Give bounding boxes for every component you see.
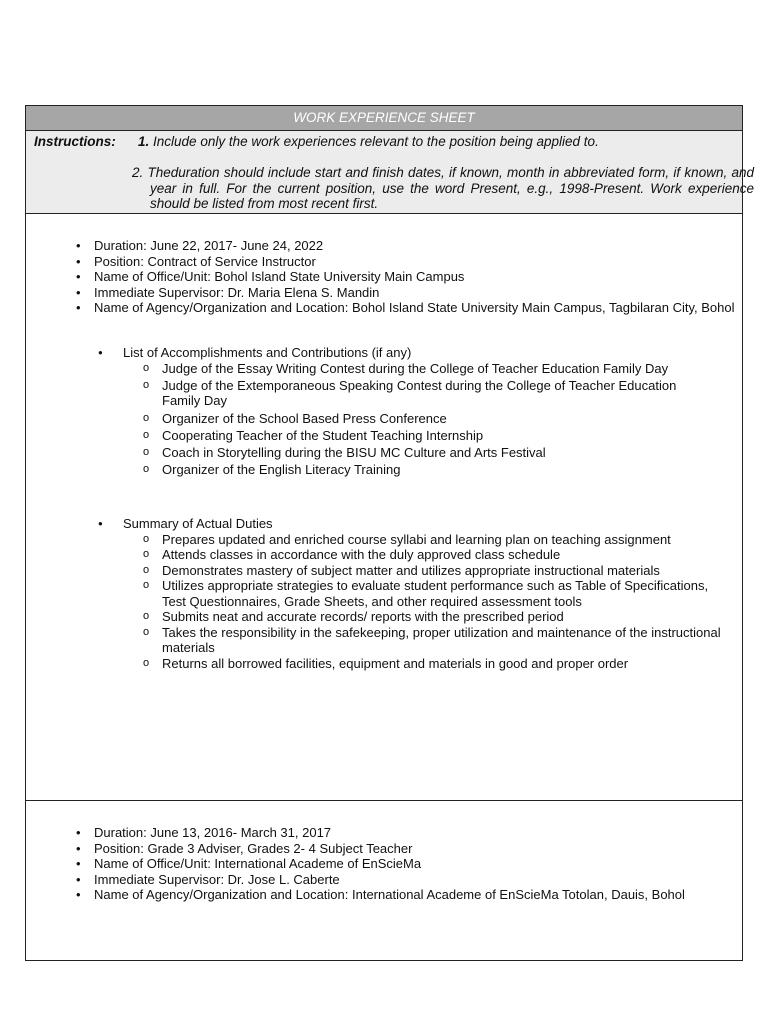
accomplishments-heading bbox=[97, 345, 737, 478]
list-item: o Utilizes appropriate strategies to evaluate student performance such as Table of Specifications, Test Questionnaires, Grade Sheets, and other required assessment tools bbox=[143, 578, 733, 609]
instructions-section bbox=[26, 131, 754, 214]
entry-2-details bbox=[76, 825, 735, 903]
list-item: o Judge of the Extemporaneous Speaking Contest during the College of Teacher Education Family Day bbox=[143, 378, 703, 409]
list-item: o Organizer of the School Based Press Conference bbox=[143, 411, 703, 427]
list-item: o Cooperating Teacher of the Student Teaching Internship bbox=[143, 428, 703, 444]
list-item: o Coach in Storytelling during the BISU MC Culture and Arts Festival bbox=[143, 445, 703, 461]
experience-entry-1 bbox=[26, 214, 742, 801]
entry-1-office: • Name of Office/Unit: Bohol Island State University Main Campus bbox=[76, 269, 735, 285]
entry-2-office: • Name of Office/Unit: International Academe of EnScieMa bbox=[76, 856, 735, 872]
entry-1-position: • Position: Contract of Service Instructor bbox=[76, 254, 735, 270]
list-item: o Submits neat and accurate records/ reports with the prescribed period bbox=[143, 609, 733, 625]
accomplishments-heading-text: List of Accomplishments and Contributions (if any) bbox=[123, 345, 412, 360]
entry-1-duration: • Duration: June 22, 2017- June 24, 2022 bbox=[76, 238, 735, 254]
duties-heading bbox=[97, 516, 737, 671]
entry-1-agency: • Name of Agency/Organization and Location: Bohol Island State University Main Campus, Tagbilaran City, Bohol bbox=[76, 300, 735, 316]
entry-2-duration: • Duration: June 13, 2016- March 31, 2017 bbox=[76, 825, 735, 841]
entry-1-accomplishments-block bbox=[97, 345, 737, 480]
instruction-1-text: Include only the work experiences relevant to the position being applied to. bbox=[153, 134, 599, 149]
list-item: o Organizer of the English Literacy Training bbox=[143, 462, 703, 478]
list-item: o Returns all borrowed facilities, equipment and materials in good and proper order bbox=[143, 656, 733, 672]
list-item: o Demonstrates mastery of subject matter and utilizes appropriate instructional materials bbox=[143, 563, 733, 579]
instructions-label: Instructions: bbox=[34, 134, 116, 149]
entry-1-details bbox=[76, 238, 735, 316]
instruction-1-number: 1. bbox=[138, 134, 150, 149]
entry-2-position: • Position: Grade 3 Adviser, Grades 2- 4 Subject Teacher bbox=[76, 841, 735, 857]
entry-2-supervisor: • Immediate Supervisor: Dr. Jose L. Caberte bbox=[76, 872, 735, 888]
entry-2-agency: • Name of Agency/Organization and Location: International Academe of EnScieMa Totolan, Dauis, Bohol bbox=[76, 887, 735, 903]
list-item: o Prepares updated and enriched course syllabi and learning plan on teaching assignment bbox=[143, 532, 733, 548]
list-item: o Takes the responsibility in the safekeeping, proper utilization and maintenance of the instructional materials bbox=[143, 625, 733, 656]
list-item: o Judge of the Essay Writing Contest during the College of Teacher Education Family Day bbox=[143, 361, 703, 377]
instruction-2: 2. Theduration should include start and finish dates, if known, month in abbreviated form, if known, and year in full. For the current position, use the word Present, e.g., 1998-Present. Work experience should be listed from most recent first. bbox=[132, 165, 754, 211]
work-experience-sheet bbox=[25, 105, 754, 961]
duties-heading-text: Summary of Actual Duties bbox=[123, 516, 273, 531]
list-item: o Attends classes in accordance with the duly approved class schedule bbox=[143, 547, 733, 563]
entry-1-duties-block bbox=[97, 516, 737, 671]
sheet-title: WORK EXPERIENCE SHEET bbox=[26, 106, 742, 131]
experience-entry-2 bbox=[26, 801, 742, 960]
duties-list bbox=[143, 532, 733, 672]
accomplishments-list bbox=[143, 361, 703, 478]
entry-1-supervisor: • Immediate Supervisor: Dr. Maria Elena S. Mandin bbox=[76, 285, 735, 301]
instruction-1 bbox=[138, 134, 599, 149]
